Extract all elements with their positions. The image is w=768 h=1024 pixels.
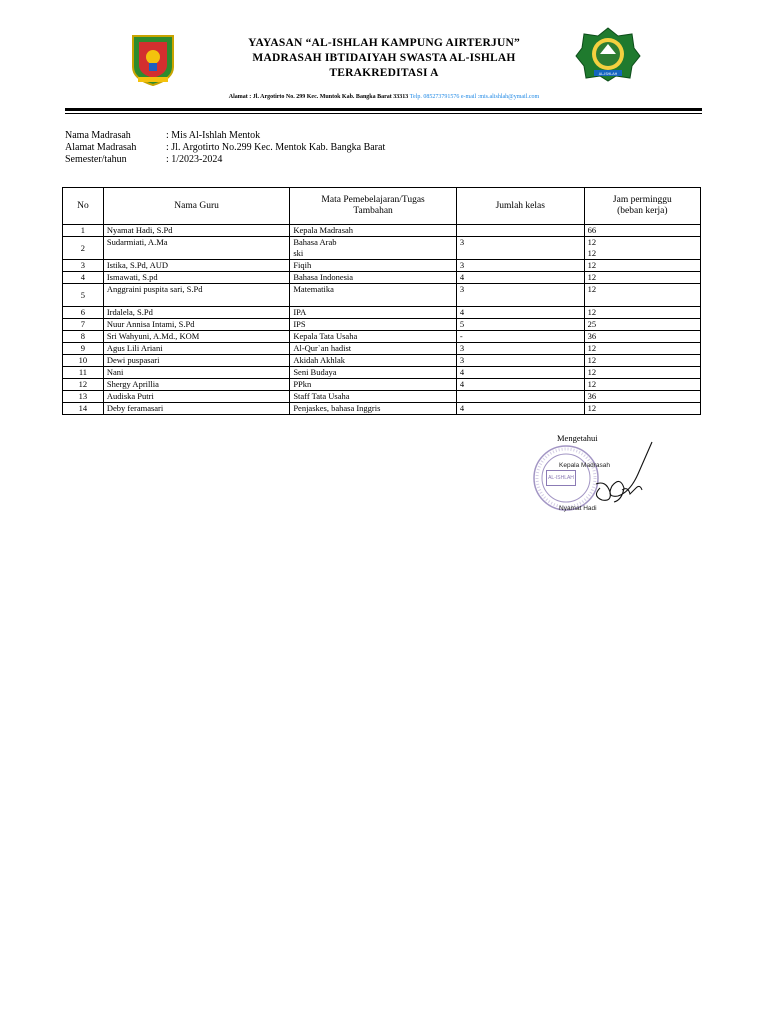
cell-mata-pelajaran — [290, 343, 457, 355]
cell-nama-guru — [103, 225, 289, 237]
cell-jam-perminggu-text: 66 — [587, 225, 597, 235]
cell-jam-perminggu-text: 12 — [587, 403, 597, 413]
header-mapel-line2: Tambahan — [353, 206, 393, 216]
cell-mata-pelajaran-text: IPS — [293, 319, 306, 329]
info-value: : 1/2023-2024 — [166, 154, 223, 165]
cell-no — [63, 319, 104, 331]
cell-no — [63, 331, 104, 343]
cell-jumlah-kelas-text: 3 — [459, 237, 465, 247]
info-school-address — [65, 142, 385, 154]
cell-no — [63, 343, 104, 355]
cell-nama-guru-text: Dewi puspasari — [106, 355, 160, 365]
header-jam-line2: (beban kerja) — [617, 206, 668, 216]
signatory-title: Kepala Madrasah — [559, 462, 610, 469]
email-link[interactable]: e-mail :mis.alishlah@ymail.com — [460, 94, 540, 100]
cell-mata-pelajaran — [290, 391, 457, 403]
cell-mata-pelajaran-text: Penjaskes, bahasa Inggris — [293, 403, 381, 413]
cell-no-text: 11 — [78, 367, 88, 377]
foundation-name: YAYASAN “AL-ISHLAH KAMPUNG AIRTERJUN” — [248, 37, 520, 49]
cell-mata-pelajaran — [290, 379, 457, 391]
cell-no — [63, 225, 104, 237]
cell-mata-pelajaran — [290, 225, 457, 237]
cell-no-text: 9 — [80, 343, 86, 353]
cell-nama-guru-text: Istika, S.Pd, AUD — [106, 260, 169, 270]
header-divider-thin — [65, 113, 702, 114]
cell-nama-guru-text: Ismawati, S.pd — [106, 272, 158, 282]
cell-nama-guru — [103, 260, 289, 272]
cell-jumlah-kelas-text: 3 — [459, 355, 465, 365]
cell-jumlah-kelas — [456, 237, 584, 260]
cell-nama-guru-text: Nyamat Hadi, S.Pd — [106, 225, 173, 235]
cell-mata-pelajaran — [290, 367, 457, 379]
cell-mata-pelajaran-text: Kepala Tata Usaha — [293, 331, 358, 341]
cell-no-text: 8 — [80, 331, 86, 341]
cell-jumlah-kelas — [456, 284, 584, 307]
cell-jam-perminggu — [584, 403, 700, 415]
table-row — [63, 355, 701, 367]
cell-jumlah-kelas — [456, 307, 584, 319]
table-row — [63, 379, 701, 391]
header-jam-line1: Jam perminggu — [612, 195, 672, 205]
cell-jumlah-kelas-text: 3 — [459, 260, 465, 270]
cell-no-text: 6 — [80, 307, 86, 317]
cell-mata-pelajaran-text: Bahasa Indonesia — [293, 272, 354, 282]
cell-jam-perminggu — [584, 343, 700, 355]
cell-jam-perminggu — [584, 319, 700, 331]
cell-jumlah-kelas-text: 4 — [459, 403, 465, 413]
cell-jumlah-kelas — [456, 355, 584, 367]
teacher-workload-table — [62, 187, 701, 415]
table-row — [63, 403, 701, 415]
cell-mata-pelajaran-text: Kepala Madrasah — [293, 225, 354, 235]
cell-jam-perminggu-text: 12 — [587, 260, 597, 270]
table-body — [63, 225, 701, 415]
cell-jumlah-kelas-text: 3 — [459, 284, 465, 294]
cell-mata-pelajaran — [290, 403, 457, 415]
cell-jam-perminggu-text: 36 — [587, 391, 597, 401]
cell-jam-perminggu — [584, 391, 700, 403]
cell-jumlah-kelas-text: 4 — [459, 379, 465, 389]
cell-jumlah-kelas-text: 4 — [459, 272, 465, 282]
cell-no-text: 2 — [80, 242, 86, 253]
cell-no — [63, 237, 104, 260]
contact-line — [0, 94, 768, 100]
header-no: No — [63, 188, 104, 225]
cell-nama-guru — [103, 403, 289, 415]
logo-caption: AL-ISHLAH — [598, 72, 618, 76]
cell-no-text: 10 — [78, 355, 88, 365]
cell-nama-guru — [103, 355, 289, 367]
cell-mata-pelajaran-text: Bahasa Arab — [293, 237, 337, 247]
header-mata-pelajaran — [290, 188, 457, 225]
cell-mata-pelajaran — [290, 331, 457, 343]
accreditation: TERAKREDITASI A — [329, 67, 439, 79]
cell-jumlah-kelas — [456, 331, 584, 343]
cell-no-text: 1 — [80, 225, 86, 235]
cell-no — [63, 379, 104, 391]
table-row — [63, 272, 701, 284]
table-header-row — [63, 188, 701, 225]
cell-jam-perminggu-text: 12 — [587, 284, 597, 294]
cell-nama-guru-text: Anggraini puspita sari, S.Pd — [106, 284, 203, 294]
info-value: : Mis Al-Ishlah Mentok — [166, 130, 261, 141]
table-row — [63, 319, 701, 331]
cell-jumlah-kelas — [456, 319, 584, 331]
cell-jam-perminggu-text: 25 — [587, 319, 597, 329]
cell-no — [63, 272, 104, 284]
cell-jumlah-kelas — [456, 391, 584, 403]
cell-mata-pelajaran-text: Akidah Akhlak — [293, 355, 346, 365]
cell-nama-guru-text: Deby feramasari — [106, 403, 164, 413]
cell-nama-guru — [103, 331, 289, 343]
cell-jumlah-kelas — [456, 343, 584, 355]
table-row — [63, 225, 701, 237]
cell-jam-perminggu-text-2: 12 — [587, 248, 597, 258]
header-mapel-line1: Mata Pemebelajaran/Tugas — [321, 195, 425, 205]
cell-jam-perminggu-text: 12 — [587, 237, 597, 247]
info-school-name — [65, 130, 260, 142]
address-text: Alamat : Jl. Argotirto No. 299 Kec. Muntok Kab. Bangka Barat 33313 — [228, 94, 409, 100]
table-row — [63, 284, 701, 307]
cell-jam-perminggu-text: 36 — [587, 331, 597, 341]
info-label: Nama Madrasah — [65, 130, 131, 141]
cell-jam-perminggu — [584, 225, 700, 237]
cell-no — [63, 260, 104, 272]
school-name: MADRASAH IBTIDAIYAH SWASTA AL-ISHLAH — [252, 52, 516, 64]
cell-mata-pelajaran-text: Fiqih — [293, 260, 312, 270]
cell-nama-guru — [103, 379, 289, 391]
cell-mata-pelajaran — [290, 272, 457, 284]
info-label: Alamat Madrasah — [65, 142, 137, 153]
cell-jam-perminggu-text: 12 — [587, 272, 597, 282]
cell-nama-guru-text: Shergy Aprillia — [106, 379, 159, 389]
cell-jumlah-kelas — [456, 225, 584, 237]
cell-jumlah-kelas — [456, 272, 584, 284]
handwritten-signature — [566, 440, 656, 512]
cell-jumlah-kelas-text: 4 — [459, 307, 465, 317]
cell-mata-pelajaran-text: Matematika — [293, 284, 334, 294]
cell-nama-guru — [103, 237, 289, 260]
cell-no-text: 5 — [80, 289, 86, 300]
info-value: : Jl. Argotirto No.299 Kec. Mentok Kab. Bangka Barat — [166, 142, 386, 153]
cell-mata-pelajaran-text: Seni Budaya — [293, 367, 337, 377]
cell-jumlah-kelas-text: 4 — [459, 367, 465, 377]
cell-no — [63, 355, 104, 367]
cell-no-text: 3 — [80, 260, 86, 270]
table-row — [63, 307, 701, 319]
info-label: Semester/tahun — [65, 154, 127, 165]
cell-nama-guru-text: Sri Wahyuni, A.Md., KOM — [106, 331, 200, 341]
cell-nama-guru — [103, 284, 289, 307]
cell-jumlah-kelas — [456, 260, 584, 272]
cell-no-text: 14 — [78, 403, 88, 413]
cell-no-text: 7 — [80, 319, 86, 329]
cell-nama-guru-text: Nuur Annisa Intami, S.Pd — [106, 319, 195, 329]
cell-jumlah-kelas-text: 3 — [459, 343, 465, 353]
cell-no — [63, 367, 104, 379]
table-row — [63, 260, 701, 272]
cell-mata-pelajaran — [290, 319, 457, 331]
cell-nama-guru — [103, 391, 289, 403]
signatory-name: Nyamat Hadi — [559, 505, 597, 512]
cell-nama-guru — [103, 343, 289, 355]
cell-jam-perminggu-text: 12 — [587, 355, 597, 365]
cell-no-text: 4 — [80, 272, 86, 282]
phone-text: Telp. 085273791576 — [409, 94, 460, 100]
cell-nama-guru-text: Nani — [106, 367, 124, 377]
cell-jam-perminggu-text: 12 — [587, 307, 597, 317]
header-nama-guru: Nama Guru — [103, 188, 289, 225]
table-row — [63, 237, 701, 260]
cell-jumlah-kelas — [456, 403, 584, 415]
header-jumlah-kelas: Jumlah kelas — [456, 188, 584, 225]
cell-nama-guru — [103, 307, 289, 319]
cell-nama-guru-text: Audiska Putri — [106, 391, 154, 401]
table-row — [63, 343, 701, 355]
stamp-center-text: AL-ISHLAH — [546, 470, 576, 486]
cell-jam-perminggu — [584, 355, 700, 367]
cell-no — [63, 307, 104, 319]
header-divider — [65, 108, 702, 111]
cell-jumlah-kelas-text: - — [459, 331, 463, 341]
info-semester — [65, 154, 222, 166]
cell-jumlah-kelas-text: 5 — [459, 319, 465, 329]
cell-mata-pelajaran — [290, 307, 457, 319]
cell-no — [63, 403, 104, 415]
cell-jam-perminggu — [584, 367, 700, 379]
cell-nama-guru-text: Sudarmiati, A.Ma — [106, 237, 168, 247]
cell-no-text: 13 — [78, 391, 88, 401]
table-row — [63, 391, 701, 403]
cell-mata-pelajaran-text: IPA — [293, 307, 307, 317]
table-row — [63, 331, 701, 343]
cell-mata-pelajaran — [290, 284, 457, 307]
table-row — [63, 367, 701, 379]
cell-jam-perminggu-text: 12 — [587, 367, 597, 377]
header-jam-perminggu — [584, 188, 700, 225]
cell-jam-perminggu — [584, 379, 700, 391]
cell-nama-guru-text: Irdalela, S.Pd — [106, 307, 153, 317]
cell-mata-pelajaran — [290, 237, 457, 260]
cell-mata-pelajaran-text: Staff Tata Usaha — [293, 391, 350, 401]
cell-mata-pelajaran-text: Al-Qur`an hadist — [293, 343, 352, 353]
cell-jumlah-kelas — [456, 379, 584, 391]
cell-jam-perminggu — [584, 307, 700, 319]
cell-jam-perminggu-text: 12 — [587, 379, 597, 389]
cell-mata-pelajaran-text: PPkn — [293, 379, 312, 389]
cell-nama-guru — [103, 272, 289, 284]
cell-mata-pelajaran-text-2: ski — [293, 248, 304, 258]
cell-jam-perminggu — [584, 284, 700, 307]
cell-jam-perminggu — [584, 260, 700, 272]
cell-nama-guru-text: Agus Lili Ariani — [106, 343, 163, 353]
cell-jam-perminggu — [584, 237, 700, 260]
cell-mata-pelajaran — [290, 355, 457, 367]
cell-no — [63, 284, 104, 307]
cell-mata-pelajaran — [290, 260, 457, 272]
signature-block — [532, 440, 654, 518]
cell-jam-perminggu — [584, 331, 700, 343]
cell-no-text: 12 — [78, 379, 88, 389]
cell-nama-guru — [103, 319, 289, 331]
cell-no — [63, 391, 104, 403]
cell-nama-guru — [103, 367, 289, 379]
cell-jam-perminggu-text: 12 — [587, 343, 597, 353]
cell-jumlah-kelas — [456, 367, 584, 379]
acknowledged-label: Mengetahui — [557, 433, 598, 443]
cell-jam-perminggu — [584, 272, 700, 284]
